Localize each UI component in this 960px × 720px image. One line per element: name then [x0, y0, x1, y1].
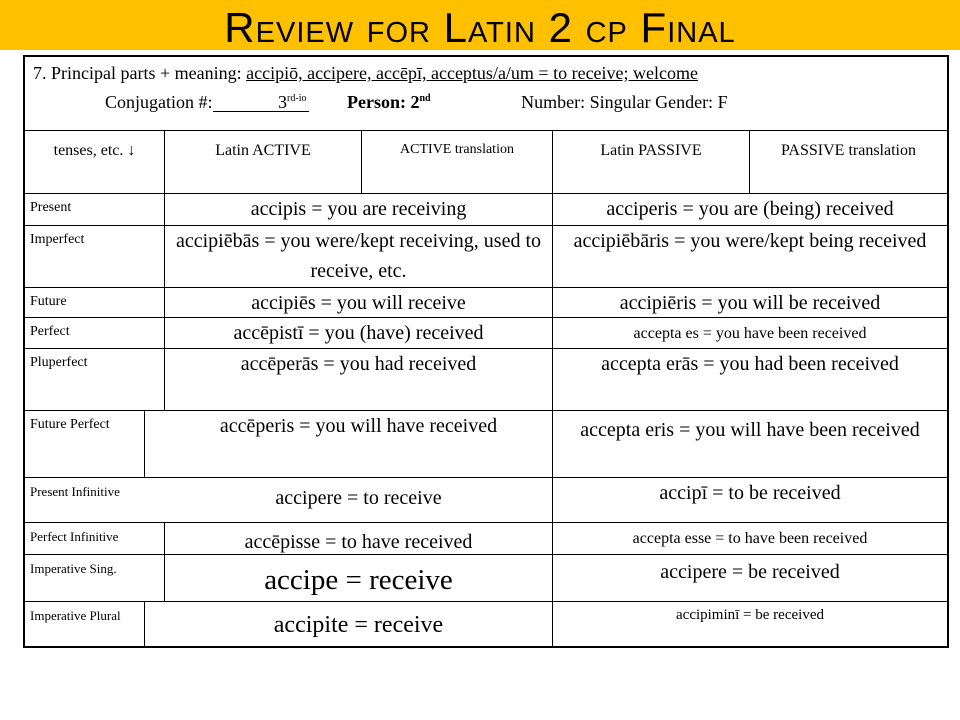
tense-label: Future Perfect: [25, 411, 145, 477]
col-header-latin-active: Latin ACTIVE: [165, 131, 362, 194]
passive-form: accipiminī = be received: [676, 607, 824, 623]
table-row: [25, 349, 947, 411]
page-title: Review for Latin 2 cp Final: [224, 4, 736, 51]
passive-form: accipiēris = you will be received: [619, 292, 881, 314]
table-row: [25, 602, 947, 648]
active-form: accipiēs = you will receive: [165, 288, 553, 317]
active-form: accipe = receive: [165, 555, 553, 601]
title-bar: [0, 0, 960, 50]
person-info: [347, 92, 431, 112]
passive-form: accipī = to be received: [659, 482, 841, 504]
tense-label: Future: [25, 288, 165, 317]
passive-form: accipiēbāris = you were/kept being received: [573, 230, 927, 252]
conjugation-table: [23, 55, 949, 648]
principal-parts-line: [33, 63, 698, 84]
passive-form: accepta eris = you will have been received: [580, 419, 920, 441]
table-row: [25, 288, 947, 318]
conjugation-number: 3: [278, 92, 288, 112]
tense-label: Imperative Sing.: [25, 555, 165, 601]
col-header-active-translation: ACTIVE translation: [362, 131, 553, 194]
tense-label: Present: [25, 194, 165, 225]
principal-parts-label: 7. Principal parts + meaning:: [33, 63, 247, 83]
passive-form: accepta es = you have been received: [633, 325, 867, 342]
tense-label: Perfect: [25, 318, 165, 348]
active-form: accēpistī = you (have) received: [165, 318, 553, 348]
conjugation-sup: rd-io: [287, 93, 307, 104]
conjugation-label: Conjugation #:: [105, 92, 213, 112]
active-form: accēperās = you had received: [165, 349, 553, 410]
tense-label: Imperfect: [25, 226, 165, 287]
tense-label: Present Infinitive: [30, 484, 120, 499]
conjugation-line: [105, 90, 728, 113]
passive-form: accepta erās = you had been received: [601, 353, 899, 375]
principal-parts-value: accipiō, accipere, accēpī, acceptus/a/um = to receive; welcome: [246, 63, 699, 83]
col-header-latin-passive: Latin PASSIVE: [553, 131, 750, 194]
tense-label: Imperative Plural: [25, 602, 145, 648]
table-row: [25, 478, 947, 523]
person-label: Person: 2: [347, 92, 420, 112]
passive-form: accipere = be received: [660, 561, 840, 583]
tense-label: Pluperfect: [25, 349, 165, 410]
col-header-tenses: tenses, etc. ↓: [25, 131, 165, 194]
table-row: [25, 194, 947, 226]
table-row: [25, 523, 947, 555]
active-form: accipis = you are receiving: [165, 194, 553, 225]
table-row: [25, 318, 947, 349]
active-form: accipere = to receive: [165, 478, 553, 522]
active-form: accēpisse = to have received: [165, 523, 553, 554]
table-row: [25, 226, 947, 288]
passive-form: acciperis = you are (being) received: [606, 198, 894, 220]
conjugation-value: [213, 90, 309, 112]
passive-form: accepta esse = to have been received: [632, 530, 868, 547]
number-gender-info: Number: Singular Gender: F: [521, 92, 728, 112]
tense-label: Perfect Infinitive: [25, 523, 165, 554]
col-header-passive-translation: PASSIVE translation: [750, 131, 947, 194]
active-form: accipite = receive: [165, 602, 553, 648]
verb-info-header: [25, 57, 947, 131]
active-form: accipiēbās = you were/kept receiving, used to receive, etc.: [165, 226, 553, 287]
table-row: [25, 411, 947, 478]
person-sup: nd: [419, 93, 431, 104]
table-row: [25, 555, 947, 602]
active-form: accēperis = you will have received: [165, 411, 553, 477]
